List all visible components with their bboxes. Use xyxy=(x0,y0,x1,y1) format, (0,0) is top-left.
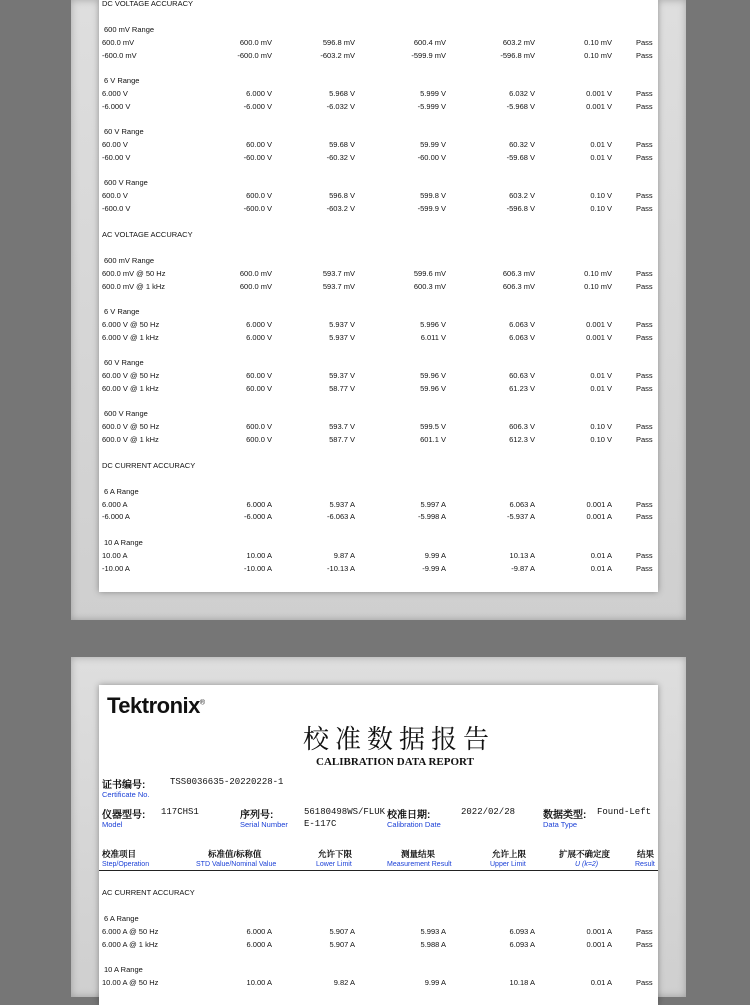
range-heading: 60 V Range xyxy=(104,127,144,137)
uncertainty-cell: 0.10 V xyxy=(590,203,612,213)
result-cell: Pass xyxy=(636,203,653,213)
step-cell: 600.0 V xyxy=(102,191,128,201)
model-label: 仪器型号: xyxy=(102,810,146,821)
measured-cell: -599.9 mV xyxy=(411,50,446,60)
measured-cell: -5.998 A xyxy=(418,512,446,522)
result-cell: Pass xyxy=(636,191,653,201)
range-heading: 10 A Range xyxy=(104,965,143,975)
result-cell: Pass xyxy=(636,319,653,329)
header-uncertainty-en: U (k=2) xyxy=(575,861,599,868)
lower-limit-cell: 593.7 mV xyxy=(322,268,355,278)
step-cell: 600.0 mV @ 1 kHz xyxy=(102,281,166,291)
measured-cell: 599.6 mV xyxy=(413,268,446,278)
nominal-cell: 6.000 V xyxy=(246,88,272,98)
result-cell: Pass xyxy=(636,434,653,444)
step-cell: 600.0 V @ 1 kHz xyxy=(102,434,159,444)
step-cell: 6.000 V @ 50 Hz xyxy=(102,319,160,329)
uncertainty-cell: 0.01 V xyxy=(590,370,612,380)
nominal-cell: -6.000 A xyxy=(244,512,272,522)
step-cell: 60.00 V @ 1 kHz xyxy=(102,383,159,393)
uncertainty-cell: 0.001 A xyxy=(586,512,612,522)
upper-limit-cell: -596.8 V xyxy=(506,203,535,213)
uncertainty-cell: 0.01 A xyxy=(590,977,612,987)
range-heading: 600 mV Range xyxy=(104,255,155,265)
result-cell: Pass xyxy=(636,268,653,278)
upper-limit-cell: 6.032 V xyxy=(509,88,535,98)
nominal-cell: -6.000 V xyxy=(243,101,272,111)
header-rule xyxy=(99,870,658,871)
measured-cell: 599.5 V xyxy=(420,422,446,431)
step-cell: 6.000 A @ 1 kHz xyxy=(102,939,158,949)
result-cell: Pass xyxy=(636,281,653,291)
header-uncertainty-cn: 扩展不确定度 xyxy=(559,849,611,859)
header-std-en: STD Value/Nominal Value xyxy=(196,861,277,868)
upper-limit-cell: -5.937 A xyxy=(507,512,535,522)
uncertainty-cell: 0.001 V xyxy=(586,319,612,329)
uncertainty-cell: 0.01 A xyxy=(590,550,612,560)
header-upper-cn: 允许上限 xyxy=(492,849,527,859)
upper-limit-cell: -59.68 V xyxy=(506,152,535,162)
nominal-cell: -600.0 V xyxy=(243,203,272,213)
upper-limit-cell: 6.093 A xyxy=(509,939,535,949)
upper-limit-cell: 10.18 A xyxy=(509,977,535,987)
lower-limit-cell: 5.937 V xyxy=(329,332,355,342)
nominal-cell: 600.0 mV xyxy=(239,268,272,278)
range-heading: 600 mV Range xyxy=(104,25,155,34)
header-std-cn: 标准值/标称值 xyxy=(208,849,262,859)
date-value: 2022/02/28 xyxy=(461,807,516,817)
measured-cell: -599.9 V xyxy=(417,203,446,213)
uncertainty-cell: 0.10 mV xyxy=(584,268,612,278)
lower-limit-cell: 593.7 mV xyxy=(322,281,355,291)
nominal-cell: 60.00 V xyxy=(246,370,272,380)
step-cell: -6.000 A xyxy=(102,512,130,522)
measured-cell: -5.999 V xyxy=(417,101,446,111)
uncertainty-cell: 0.001 A xyxy=(586,926,612,936)
upper-limit-cell: 6.063 A xyxy=(509,499,535,509)
lower-limit-cell: -603.2 mV xyxy=(320,50,355,60)
upper-limit-cell: -5.968 V xyxy=(506,101,535,111)
nominal-cell: -10.00 A xyxy=(244,563,272,573)
upper-limit-cell: 61.23 V xyxy=(509,383,535,393)
measured-cell: 5.999 V xyxy=(420,88,446,98)
result-cell: Pass xyxy=(636,512,653,522)
measured-cell: 9.99 A xyxy=(424,977,446,987)
lower-limit-cell: 596.8 mV xyxy=(322,37,355,47)
upper-limit-cell: 603.2 mV xyxy=(502,37,535,47)
uncertainty-cell: 0.01 V xyxy=(590,140,612,149)
upper-limit-cell: 60.63 V xyxy=(509,370,535,380)
lower-limit-cell: -6.032 V xyxy=(326,101,355,111)
header-step-cn: 校准项目 xyxy=(102,849,137,859)
measured-cell: -60.00 V xyxy=(417,152,446,162)
serial-value-line1: 56180498WS/FLUK xyxy=(304,807,386,817)
model-sublabel: Model xyxy=(102,820,123,829)
header-result-cn: 测量结果 xyxy=(401,849,436,859)
header-result-pass-cn: 结果 xyxy=(637,849,655,859)
nominal-cell: 6.000 V xyxy=(246,319,272,329)
upper-limit-cell: 606.3 V xyxy=(509,422,535,431)
result-cell: Pass xyxy=(636,383,653,393)
header-step-en: Step/Operation xyxy=(102,861,150,868)
nominal-cell: 60.00 V xyxy=(246,383,272,393)
report-title-cn: 校准数据报告 xyxy=(303,725,496,755)
result-cell: Pass xyxy=(636,88,653,98)
date-sublabel: Calibration Date xyxy=(387,820,441,829)
upper-limit-cell: -596.8 mV xyxy=(500,50,535,60)
range-heading: 600 V Range xyxy=(104,178,148,188)
nominal-cell: 60.00 V xyxy=(246,140,272,149)
upper-limit-cell: 6.093 A xyxy=(509,926,535,936)
uncertainty-cell: 0.001 A xyxy=(586,939,612,949)
uncertainty-cell: 0.001 V xyxy=(586,88,612,98)
lower-limit-cell: 593.7 V xyxy=(329,422,355,431)
measured-cell: 59.96 V xyxy=(420,370,446,380)
nominal-cell: 6.000 A xyxy=(246,926,272,936)
measured-cell: 5.988 A xyxy=(420,939,446,949)
uncertainty-cell: 0.10 mV xyxy=(584,50,612,60)
nominal-cell: 10.00 A xyxy=(246,977,272,987)
header-upper-en: Upper Limit xyxy=(490,861,526,868)
nominal-cell: 10.00 A xyxy=(246,550,272,560)
result-cell: Pass xyxy=(636,152,653,162)
step-cell: 600.0 mV @ 50 Hz xyxy=(102,268,166,278)
result-cell: Pass xyxy=(636,550,653,560)
lower-limit-cell: -60.32 V xyxy=(326,152,355,162)
nominal-cell: 600.0 mV xyxy=(239,37,272,47)
report-title-en: CALIBRATION DATA REPORT xyxy=(316,756,474,768)
lower-limit-cell: -6.063 A xyxy=(327,512,355,522)
result-cell: Pass xyxy=(636,977,653,987)
lower-limit-cell: 59.37 V xyxy=(329,370,355,380)
lower-limit-cell: 587.7 V xyxy=(329,434,355,444)
step-cell: 6.000 A xyxy=(102,499,128,509)
measured-cell: 5.993 A xyxy=(420,926,446,936)
step-cell: -600.0 mV xyxy=(102,50,137,60)
nominal-cell: 6.000 V xyxy=(246,332,272,342)
lower-limit-cell: 5.968 V xyxy=(329,88,355,98)
uncertainty-cell: 0.01 V xyxy=(590,152,612,162)
section-heading: AC VOLTAGE ACCURACY xyxy=(102,229,193,239)
step-cell: 6.000 V @ 1 kHz xyxy=(102,332,159,342)
result-cell: Pass xyxy=(636,939,653,949)
step-cell: 600.0 V @ 50 Hz xyxy=(102,422,160,431)
step-cell: 6.000 V xyxy=(102,88,128,98)
upper-limit-cell: 606.3 mV xyxy=(502,281,535,291)
cert-label: 证书编号: xyxy=(102,780,146,791)
cert-value: TSS0036635-20220228-1 xyxy=(170,777,284,787)
range-heading: 6 A Range xyxy=(104,914,139,923)
section-heading: AC CURRENT ACCURACY xyxy=(102,888,195,897)
step-cell: -10.00 A xyxy=(102,563,130,573)
uncertainty-cell: 0.10 V xyxy=(590,422,612,431)
nominal-cell: -60.00 V xyxy=(243,152,272,162)
result-cell: Pass xyxy=(636,37,653,47)
header-lower-en: Lower Limit xyxy=(316,861,352,868)
measured-cell: 600.3 mV xyxy=(413,281,446,291)
uncertainty-cell: 0.10 V xyxy=(590,434,612,444)
step-cell: -600.0 V xyxy=(102,203,131,213)
upper-limit-cell: -9.87 A xyxy=(511,563,535,573)
measured-cell: 9.99 A xyxy=(424,550,446,560)
uncertainty-cell: 0.01 V xyxy=(590,383,612,393)
nominal-cell: 6.000 A xyxy=(246,499,272,509)
header-result-pass-en: Result xyxy=(635,861,655,868)
range-heading: 600 V Range xyxy=(104,409,148,419)
lower-limit-cell: 59.68 V xyxy=(329,140,355,149)
range-heading: 6 A Range xyxy=(104,486,139,496)
uncertainty-cell: 0.10 mV xyxy=(584,37,612,47)
measured-cell: -9.99 A xyxy=(422,563,446,573)
datatype-label: 数据类型: xyxy=(543,810,587,821)
uncertainty-cell: 0.10 V xyxy=(590,191,612,201)
measured-cell: 59.99 V xyxy=(420,140,446,149)
step-cell: -60.00 V xyxy=(102,152,131,162)
header-result-en: Measurement Result xyxy=(387,861,452,868)
lower-limit-cell: 5.907 A xyxy=(329,939,355,949)
nominal-cell: 600.0 V xyxy=(246,191,272,201)
section-heading: DC CURRENT ACCURACY xyxy=(102,460,196,470)
datatype-value: Found-Left xyxy=(597,807,652,817)
step-cell: -6.000 V xyxy=(102,101,131,111)
result-cell: Pass xyxy=(636,926,653,936)
step-cell: 10.00 A xyxy=(102,550,128,560)
section-heading: DC VOLTAGE ACCURACY xyxy=(102,0,193,8)
result-cell: Pass xyxy=(636,563,653,573)
measured-cell: 601.1 V xyxy=(420,434,446,444)
lower-limit-cell: 5.937 V xyxy=(329,319,355,329)
range-heading: 60 V Range xyxy=(104,358,144,368)
page-frame-2 xyxy=(71,657,686,997)
lower-limit-cell: 9.87 A xyxy=(333,550,355,560)
tektronix-logo: Tektronix® xyxy=(107,693,205,718)
upper-limit-cell: 6.063 V xyxy=(509,319,535,329)
date-label: 校准日期: xyxy=(387,810,431,821)
serial-sublabel: Serial Number xyxy=(240,820,288,829)
step-cell: 600.0 mV xyxy=(102,37,135,47)
nominal-cell: 600.0 V xyxy=(246,422,272,431)
result-cell: Pass xyxy=(636,370,653,380)
measured-cell: 599.8 V xyxy=(420,191,446,201)
uncertainty-cell: 0.001 A xyxy=(586,499,612,509)
upper-limit-cell: 60.32 V xyxy=(509,140,535,149)
upper-limit-cell: 606.3 mV xyxy=(502,268,535,278)
header-lower-cn: 允许下限 xyxy=(318,849,353,859)
uncertainty-cell: 0.001 V xyxy=(586,101,612,111)
upper-limit-cell: 603.2 V xyxy=(509,191,535,201)
cert-sublabel: Certificate No. xyxy=(102,790,150,799)
measured-cell: 59.96 V xyxy=(420,383,446,393)
range-heading: 6 V Range xyxy=(104,76,140,86)
report-page-2 xyxy=(99,685,658,1005)
result-cell: Pass xyxy=(636,422,653,431)
measured-cell: 600.4 mV xyxy=(413,37,446,47)
result-cell: Pass xyxy=(636,499,653,509)
step-cell: 60.00 V xyxy=(102,140,128,149)
result-cell: Pass xyxy=(636,101,653,111)
model-value: 117CHS1 xyxy=(161,807,199,817)
step-cell: 6.000 A @ 50 Hz xyxy=(102,926,159,936)
measured-cell: 5.997 A xyxy=(420,499,446,509)
page-frame-1 xyxy=(71,0,686,620)
lower-limit-cell: -10.13 A xyxy=(327,563,355,573)
step-cell: 10.00 A @ 50 Hz xyxy=(102,977,159,987)
uncertainty-cell: 0.001 V xyxy=(586,332,612,342)
measured-cell: 6.011 V xyxy=(420,332,446,342)
upper-limit-cell: 612.3 V xyxy=(509,434,535,444)
lower-limit-cell: 596.8 V xyxy=(329,191,355,201)
result-cell: Pass xyxy=(636,332,653,342)
result-cell: Pass xyxy=(636,50,653,60)
serial-value-line2: E-117C xyxy=(304,819,337,829)
uncertainty-cell: 0.10 mV xyxy=(584,281,612,291)
lower-limit-cell: -603.2 V xyxy=(326,203,355,213)
result-cell: Pass xyxy=(636,140,653,149)
upper-limit-cell: 10.13 A xyxy=(509,550,535,560)
range-heading: 6 V Range xyxy=(104,307,140,316)
lower-limit-cell: 5.907 A xyxy=(329,926,355,936)
nominal-cell: -600.0 mV xyxy=(237,50,272,60)
report-page-1 xyxy=(99,0,658,592)
step-cell: 60.00 V @ 50 Hz xyxy=(102,370,160,380)
lower-limit-cell: 5.937 A xyxy=(329,499,355,509)
nominal-cell: 6.000 A xyxy=(246,939,272,949)
datatype-sublabel: Data Type xyxy=(543,820,578,829)
measured-cell: 5.996 V xyxy=(420,319,446,329)
nominal-cell: 600.0 V xyxy=(246,434,272,444)
range-heading: 10 A Range xyxy=(104,537,143,547)
upper-limit-cell: 6.063 V xyxy=(509,332,535,342)
lower-limit-cell: 58.77 V xyxy=(329,383,355,393)
serial-label: 序列号: xyxy=(240,810,274,821)
lower-limit-cell: 9.82 A xyxy=(333,977,355,987)
uncertainty-cell: 0.01 A xyxy=(590,563,612,573)
nominal-cell: 600.0 mV xyxy=(239,281,272,291)
